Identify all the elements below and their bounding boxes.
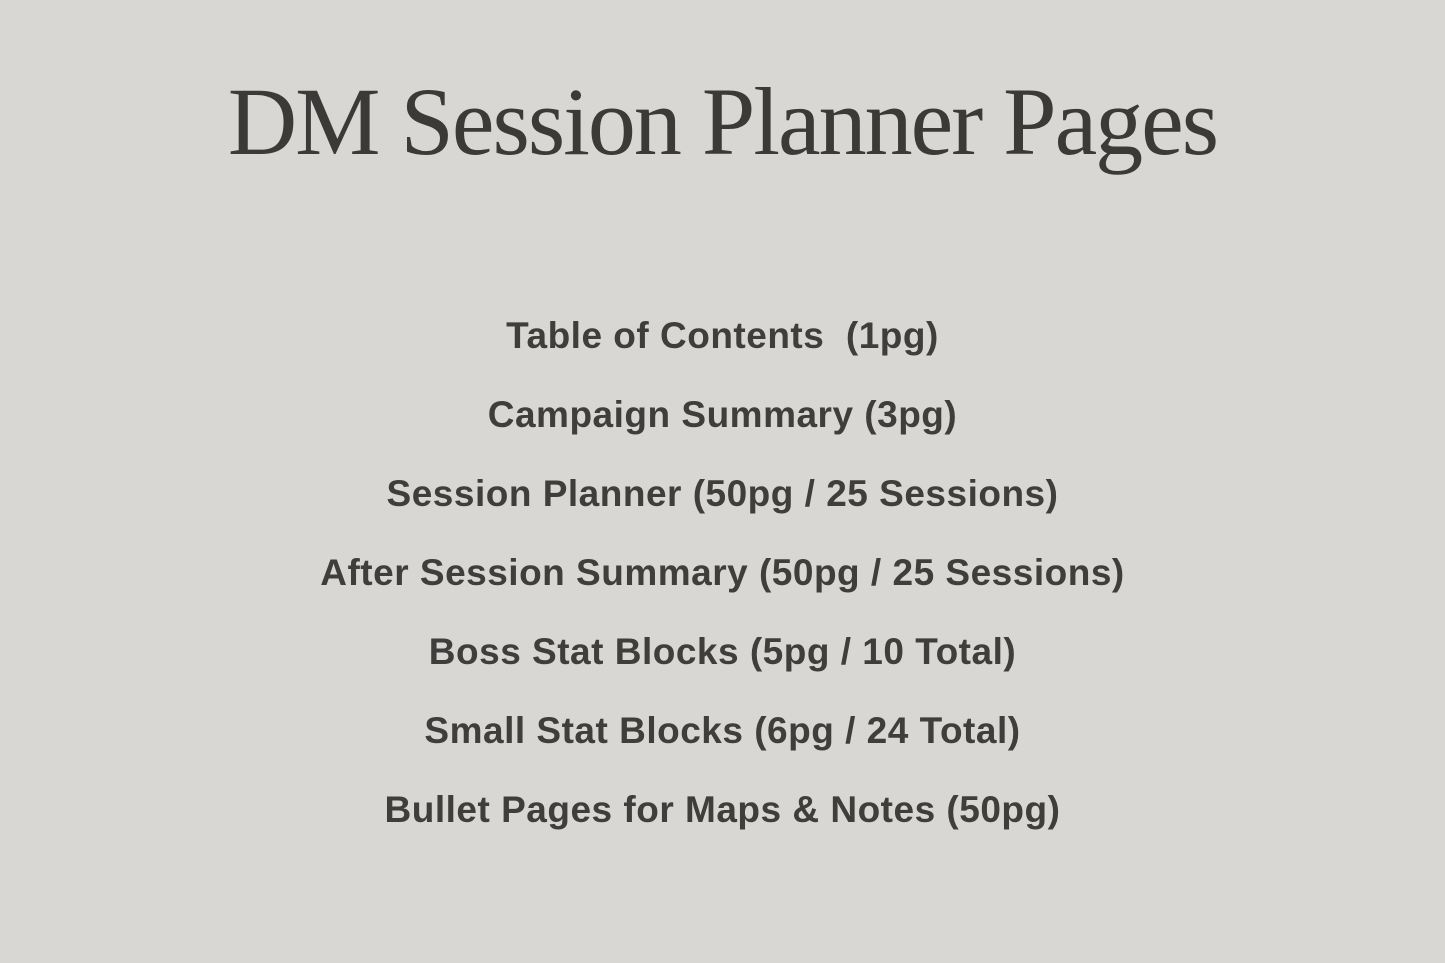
contents-list-item-after-session-summary: After Session Summary (50pg / 25 Sessions) [320, 552, 1125, 594]
contents-list [320, 296, 1124, 849]
contents-list-item-session-planner: Session Planner (50pg / 25 Sessions) [386, 473, 1059, 515]
contents-list-item-small-stat-blocks: Small Stat Blocks (6pg / 24 Total) [424, 710, 1021, 752]
page-title: DM Session Planner Pages [227, 68, 1218, 175]
contents-list-item-boss-stat-blocks: Boss Stat Blocks (5pg / 10 Total) [428, 631, 1017, 673]
contents-list-item-table-of-contents: Table of Contents (1pg) [506, 315, 939, 357]
contents-list-item-bullet-pages: Bullet Pages for Maps & Notes (50pg) [384, 789, 1061, 831]
contents-list-item-campaign-summary: Campaign Summary (3pg) [487, 394, 958, 436]
